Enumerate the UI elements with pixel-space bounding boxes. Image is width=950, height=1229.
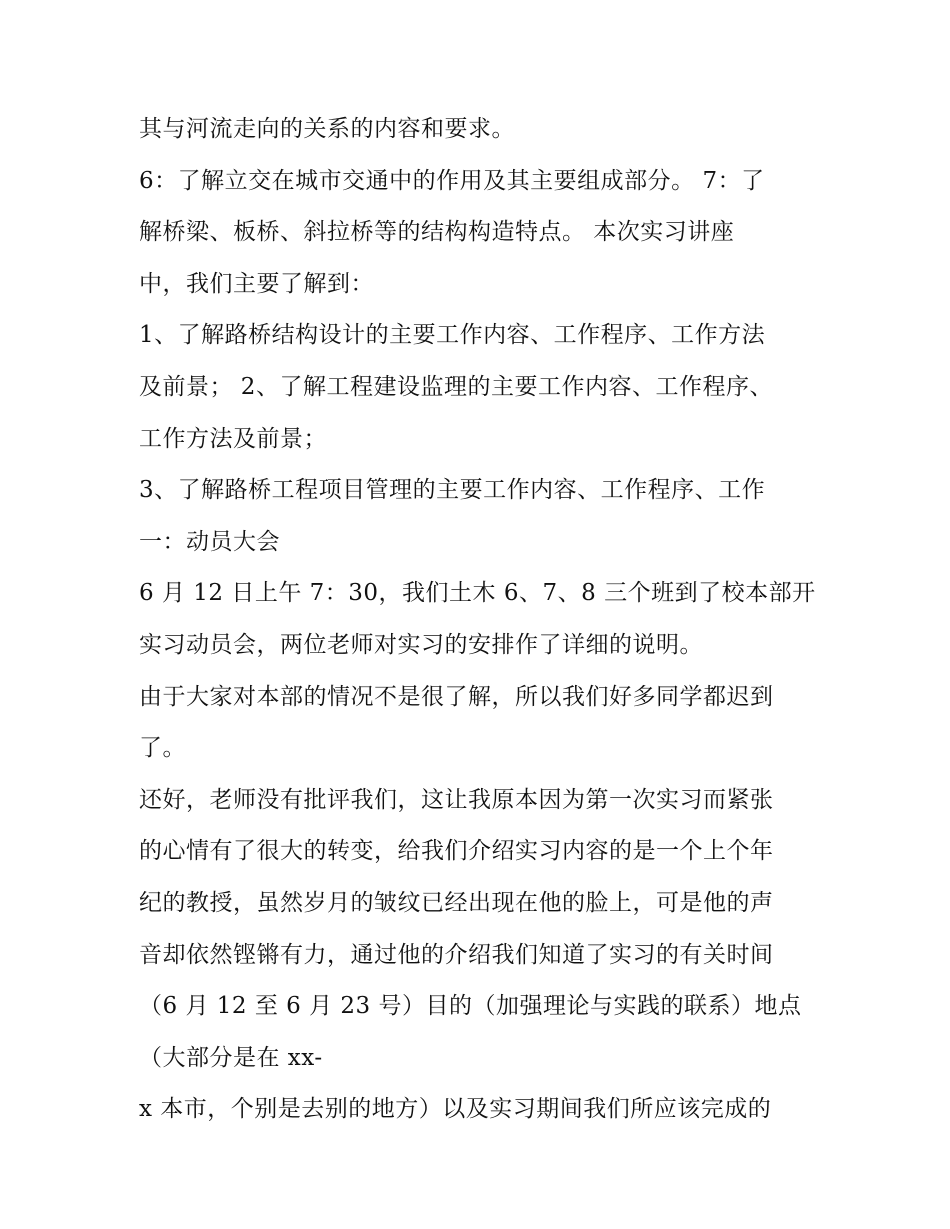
text-line: 的心情有了很大的转变，给我们介绍实习内容的是一个上个年 <box>139 838 774 865</box>
text-line: 纪的教授，虽然岁月的皱纹已经出现在他的脸上，可是他的声 <box>139 889 774 916</box>
text-line: （6 月 12 至 6 月 23 号）目的（加强理论与实践的联系）地点 <box>139 993 802 1020</box>
text-line: 还好，老师没有批评我们，这让我原本因为第一次实习而紧张 <box>139 786 774 813</box>
text-line: 3、了解路桥工程项目管理的主要工作内容、工作程序、工作 <box>139 477 766 504</box>
text-line: 解桥梁、板桥、斜拉桥等的结构构造特点。 本次实习讲座 <box>139 219 735 246</box>
text-line: 及前景； 2、了解工程建设监理的主要工作内容、工作程序、 <box>139 373 773 400</box>
text-line: 了。 <box>139 735 186 762</box>
text-line: 其与河流走向的关系的内容和要求。 <box>139 116 515 142</box>
text-line: 1、了解路桥结构设计的主要工作内容、工作程序、工作方法 <box>139 322 766 349</box>
text-line: 6 月 12 日上午 7：30，我们土木 6、7、8 三个班到了校本部开 <box>139 580 816 607</box>
text-line: 音却依然铿锵有力，通过他的介绍我们知道了实习的有关时间 <box>139 941 774 968</box>
section-heading: 一：动员大会 <box>139 528 280 555</box>
text-line: 实习动员会，两位老师对实习的安排作了详细的说明。 <box>139 631 703 658</box>
text-line: 中，我们主要了解到： <box>139 270 374 297</box>
text-line: 工作方法及前景； <box>139 425 327 452</box>
text-line: 6：了解立交在城市交通中的作用及其主要组成部分。 7：了 <box>139 167 765 194</box>
text-line: （大部分是在 xx- <box>139 1044 323 1071</box>
text-line: x 本市，个别是去别的地方）以及实习期间我们所应该完成的 <box>139 1096 772 1123</box>
text-line: 由于大家对本部的情况不是很了解，所以我们好多同学都迟到 <box>139 683 774 710</box>
document-body <box>139 108 829 1140</box>
